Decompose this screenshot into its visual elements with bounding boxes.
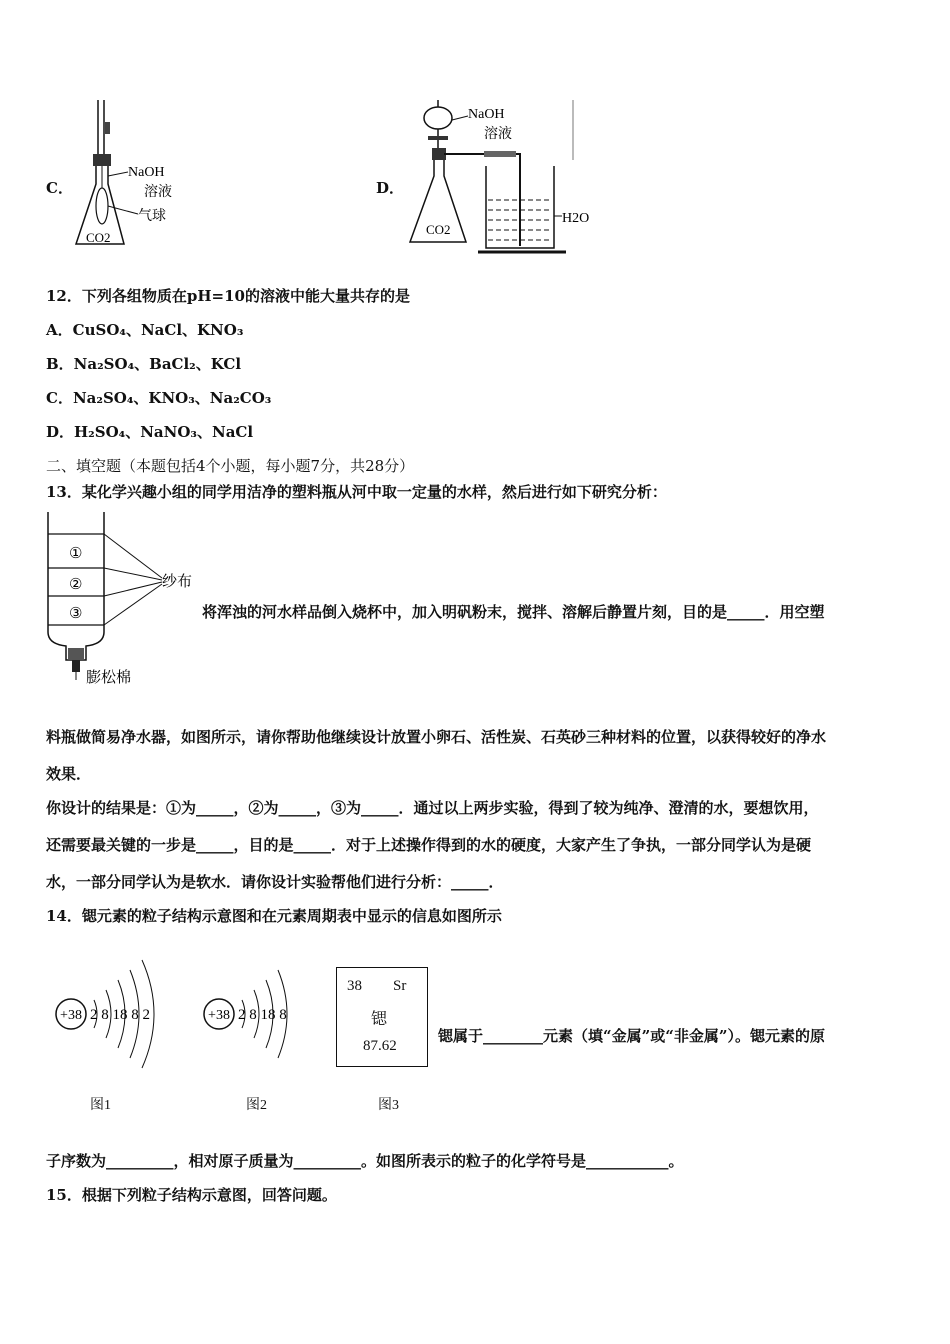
q12-option-c: C．Na₂SO₄、KNO₃、Na₂CO₃ [46, 389, 272, 407]
q13-line-4: 你设计的结果是：①为_____，②为_____，③为_____．通过以上两步实验，得到了较为纯净、澄清的水，要想饮用， [46, 799, 819, 817]
c-co2-text: CO2 [86, 230, 111, 245]
q15-stem: 15．根据下列粒子结构示意图，回答问题。 [46, 1186, 337, 1204]
fig2-shells-text: 2 8 18 8 [238, 1007, 287, 1023]
option-d-label: D． [376, 179, 405, 197]
atom-structure-fig1 [50, 942, 180, 1072]
q13-line-1: 将浑浊的河水样品倒入烧杯中，加入明矾粉末，搅拌、溶解后静置片刻，目的是_____．用空塑 [202, 603, 825, 621]
d-solution-text: 溶液 [484, 127, 512, 142]
section-title: 二、填空题（本题包括4个小题，每小题7分，共28分） [46, 457, 415, 475]
layer-3-text: ③ [69, 606, 83, 622]
element-name-text: 锶 [371, 1011, 388, 1028]
q12-option-a: A．CuSO₄、NaCl、KNO₃ [46, 321, 244, 339]
fig1-nucleus-text: +38 [60, 1008, 82, 1023]
flask-beaker-figure [404, 96, 604, 258]
q14-stem: 14．锶元素的粒子结构示意图和在元素周期表中显示的信息如图所示 [46, 907, 502, 925]
cotton-text: 膨松棉 [86, 670, 132, 686]
q12-option-d: D．H₂SO₄、NaNO₃、NaCl [46, 423, 254, 441]
q13-line-2: 料瓶做简易净水器，如图所示，请你帮助他继续设计放置小卵石、活性炭、石英砂三种材料的位置，以获得较好的净水 [46, 728, 827, 746]
q13-line-6: 水，一部分同学认为是软水．请你设计实验帮他们进行分析：_____． [46, 873, 504, 891]
layer-2-text: ② [69, 577, 83, 593]
q13-stem: 13．某化学兴趣小组的同学用洁净的塑料瓶从河中取一定量的水样，然后进行如下研究分析： [46, 483, 667, 501]
fig1-caption: 图1 [90, 1098, 111, 1113]
fig1-shells-text: 2 8 18 8 2 [90, 1007, 150, 1023]
atomic-number-text: 38 [347, 978, 362, 994]
c-balloon-text: 气球 [138, 209, 166, 224]
q14-line-1: 锶属于________元素（填“金属”或“非金属”）。锶元素的原 [438, 1027, 826, 1045]
q12-stem: 12．下列各组物质在pH=10的溶液中能大量共存的是 [46, 287, 410, 305]
atom-structure-fig2 [198, 942, 318, 1072]
flask-balloon-figure [66, 96, 196, 256]
water-filter-figure [40, 510, 200, 690]
q13-line-3: 效果． [46, 765, 92, 783]
fig3-caption: 图3 [378, 1098, 399, 1113]
q12-option-b: B．Na₂SO₄、BaCl₂、KCl [46, 355, 242, 373]
option-c-label: C． [46, 179, 73, 197]
d-h2o-text: H2O [562, 211, 590, 226]
d-naoh-text: NaOH [468, 107, 505, 122]
c-solution-text: 溶液 [144, 185, 172, 200]
fig2-caption: 图2 [246, 1098, 267, 1113]
d-co2-text: CO2 [426, 222, 451, 237]
atomic-mass-text: 87.62 [363, 1038, 397, 1054]
layer-1-text: ① [69, 546, 83, 562]
element-symbol-text: Sr [393, 978, 407, 994]
q13-line-5: 还需要最关键的一步是_____，目的是_____．对于上述操作得到的水的硬度，大家产生了争执，一部分同学认为是硬 [46, 836, 812, 854]
periodic-table-cell [336, 967, 428, 1067]
gauze-text: 纱布 [162, 574, 193, 590]
fig2-nucleus-text: +38 [208, 1008, 230, 1023]
q14-line-2: 子序数为_________，相对原子质量为_________。如图所表示的粒子的化学符号是___________。 [46, 1152, 684, 1170]
c-naoh-text: NaOH [128, 165, 165, 180]
